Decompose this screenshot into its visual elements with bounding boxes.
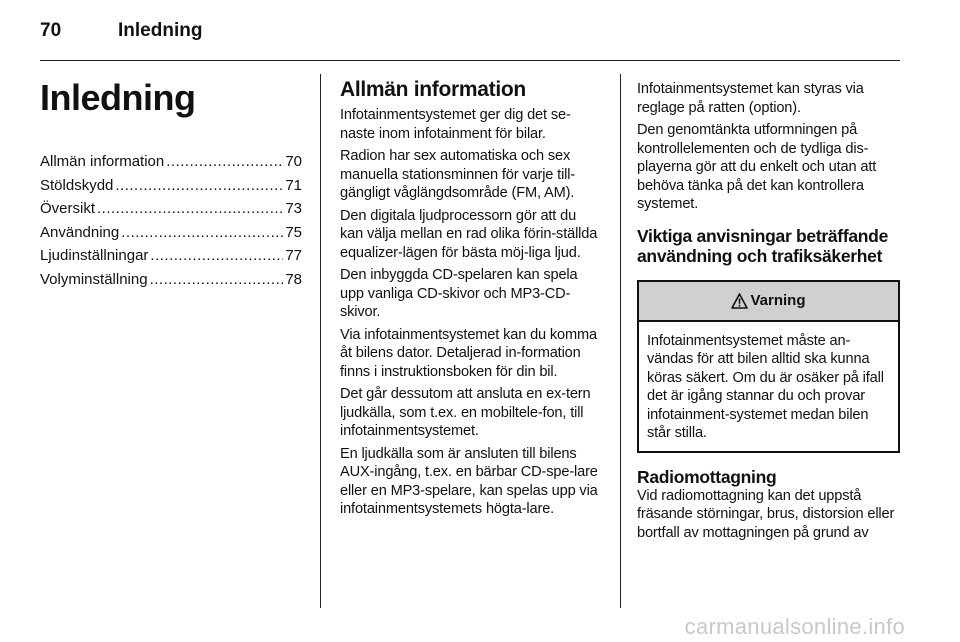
toc-entry-label: Volyminställning <box>40 270 148 288</box>
radio-heading: Radiomottagning <box>637 466 777 487</box>
toc-entry[interactable] <box>40 174 302 198</box>
warning-box <box>637 280 900 453</box>
toc-leader-dots <box>166 150 283 174</box>
header-rule <box>40 60 900 61</box>
watermark: carmanualsonline.info <box>684 614 905 639</box>
column-divider <box>620 74 621 608</box>
body-paragraph: Den digitala ljudprocessorn gör att du kan välja mellan en rad olika förin-ställda equalizer-lägen för bästa möj-liga ljud. <box>340 207 598 261</box>
toc-column <box>40 68 302 291</box>
toc-entry-label: Stöldskydd <box>40 176 114 194</box>
warning-header <box>639 282 898 322</box>
toc-entry-page: 77 <box>285 247 302 264</box>
header-title: Inledning <box>118 20 203 41</box>
body-paragraph: Det går dessutom att ansluta en ex-tern ljudkälla, som t.ex. en mobiltele-fon, till infotainmentsystemet. <box>340 386 591 439</box>
warning-triangle-icon <box>731 293 748 309</box>
toc-leader-dots <box>115 174 283 198</box>
toc-leader-dots <box>97 197 283 221</box>
table-of-contents <box>40 150 302 291</box>
body-paragraph: Vid radiomottagning kan det uppstå fräsande störningar, brus, distorsion eller bortfall av mottagningen på grund av <box>637 487 895 541</box>
toc-entry-page: 70 <box>285 153 302 170</box>
toc-entry-page: 78 <box>285 270 302 288</box>
toc-entry-page: 73 <box>285 200 302 217</box>
column-divider <box>320 74 321 608</box>
toc-entry-label: Ljudinställningar <box>40 247 149 264</box>
toc-entry-label: Översikt <box>40 200 96 217</box>
warning-text: Infotainmentsystemet måste an-vändas för att bilen alltid ska kunna köras säkert. Om du är osäker på ifall det är igång stannar du och provar infotainment-systemet medan bilen står stilla. <box>647 332 884 441</box>
section-heading: Allmän information <box>340 78 526 101</box>
toc-entry-label: Användning <box>40 223 120 241</box>
general-info-column <box>340 68 602 523</box>
page-number: 70 <box>40 20 62 41</box>
body-paragraph: Den inbyggda CD-spelaren kan spela upp vanliga CD-skivor och MP3-CD-skivor. <box>340 267 578 320</box>
toc-leader-dots <box>150 268 284 292</box>
toc-entry-label: Allmän information <box>40 153 165 170</box>
warning-title: Varning <box>750 292 806 309</box>
body-paragraph: Infotainmentsystemet ger dig det se-naste inom infotainment för bilar. <box>340 107 571 142</box>
toc-entry[interactable] <box>40 221 302 245</box>
toc-entry[interactable] <box>40 150 302 174</box>
toc-entry[interactable] <box>40 244 302 268</box>
chapter-title: Inledning <box>40 77 196 118</box>
toc-entry-page: 75 <box>285 223 302 241</box>
right-column <box>637 68 900 546</box>
body-paragraph: Den genomtänkta utformningen på kontrollelementen och de tydliga dis-playerna gör att du enkelt och utan att behöva tänka på det kan kontrollera systemet. <box>637 122 877 212</box>
safety-heading: Viktiga anvisningar beträffande användning och trafiksäkerhet <box>637 225 889 266</box>
toc-leader-dots <box>150 244 283 268</box>
toc-entry[interactable] <box>40 197 302 221</box>
toc-leader-dots <box>121 221 283 245</box>
body-paragraph: Via infotainmentsystemet kan du komma åt bilens dator. Detaljerad in-formation finns i instruktionsboken för din bil. <box>340 326 597 380</box>
body-paragraph: Infotainmentsystemet kan styras via reglage på ratten (option). <box>637 81 864 116</box>
toc-entry-page: 71 <box>285 176 302 194</box>
body-paragraph: Radion har sex automatiska och sex manuella stationsminnen för varje till-gängligt våglängdsområde (FM, AM). <box>340 148 576 201</box>
body-paragraph: En ljudkälla som är ansluten till bilens AUX-ingång, t.ex. en bärbar CD-spe-lare eller en MP3-spelare, kan spelas upp via infotainmentsystemets högta-lare. <box>340 445 598 517</box>
toc-entry[interactable] <box>40 268 302 292</box>
